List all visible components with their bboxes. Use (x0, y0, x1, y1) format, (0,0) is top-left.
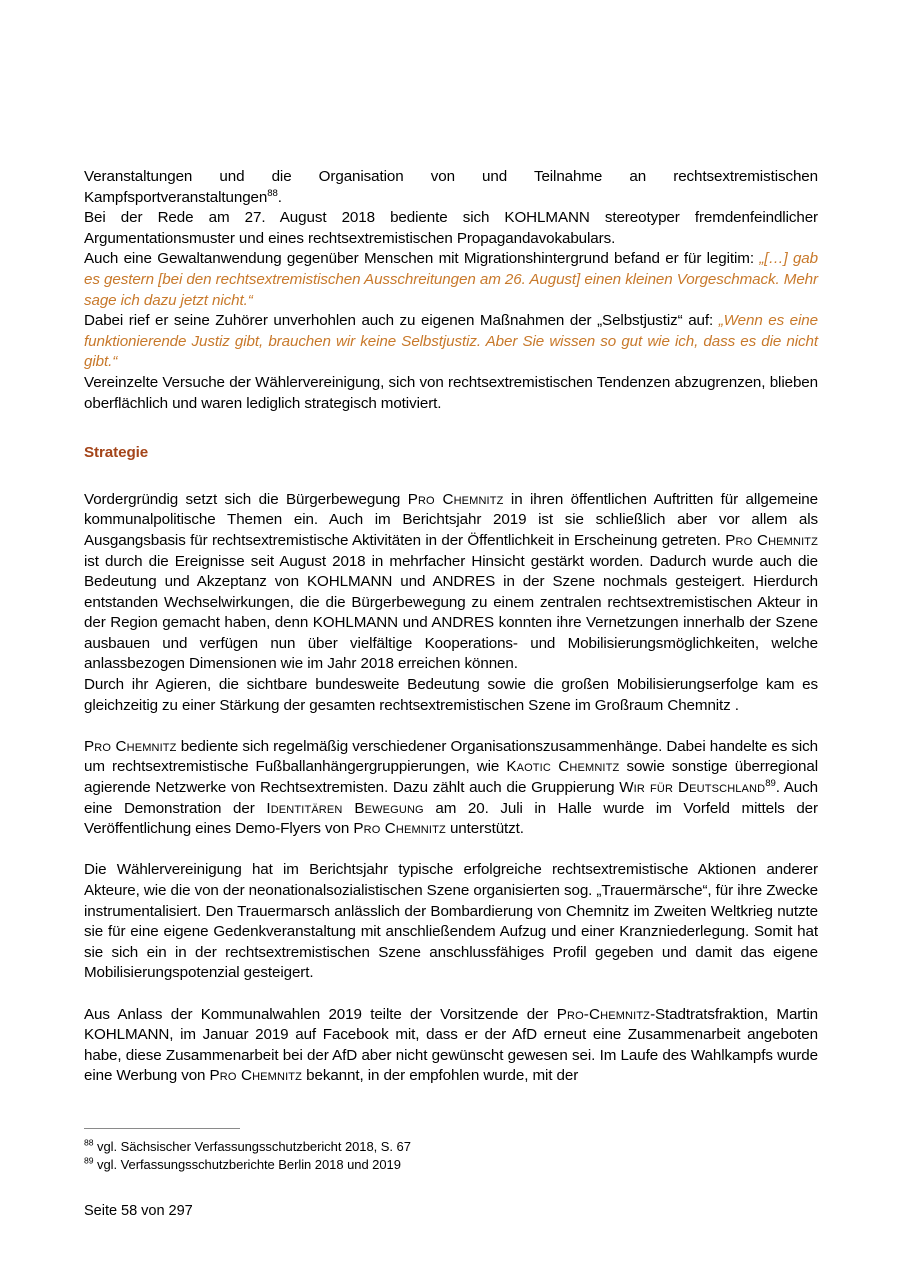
page-content (84, 167, 818, 1087)
organization-pro-chemnitz: Pro Chemnitz (353, 820, 446, 838)
paragraph-text: Aus Anlass der Kommunalwahlen 2019 teilte der Vorsitzende der (84, 1005, 557, 1023)
organization-kaotic-chemnitz: Kaotic Chemnitz (506, 758, 620, 776)
organization-pro-chemnitz: Pro-Chemnitz (556, 1005, 651, 1023)
paragraph-rede-august: Bei der Rede am 27. August 2018 bediente sich KOHLMANN stereotyper fremdenfeindlicher Argumentationsmuster und eines rechtsextremistischen Propagandavokabulars. (84, 209, 818, 247)
organization-pro-chemnitz: Pro Chemnitz (407, 490, 504, 508)
footnote-ref-89[interactable]: 89 (765, 777, 776, 789)
paragraph-organisationszusammenhaenge (84, 737, 818, 840)
paragraph-text: Veranstaltungen und die Organisation von und Teilnahme an rechtsextremistischen Kampfsportveranstaltungen (84, 168, 818, 206)
paragraph-kampfsportveranstaltungen (84, 167, 818, 208)
paragraph-text: bediente sich regelmäßig verschiedener Organisationszusammenhänge. Dabei handelte es sich um rechtsextremistische Fußballanhängergruppierungen, wie (84, 737, 819, 776)
footnote-89 (84, 1156, 818, 1174)
paragraph-text: ist durch die Ereignisse seit August 2018 in mehrfacher Hinsicht gestärkt worden. Dadurch wurde auch die Bedeutung und Akzeptanz von KOHLMANN und ANDRES in der Szene nochmals gesteigert. Hierdurch entstanden Wechselwirkungen, die die Bürgerbewegung zu einem zentralen rechtsextremistischen Akteur in der Region gemacht haben, denn KOHLMANN und ANDRES konnten ihre Vernetzungen innerhalb der Szene ausbauen und verfügen nun über vielfältige Kooperations- und Mobilisierungsmöglichkeiten, welche anlassbezogen Dimensionen wie im Jahr 2018 erreichen können. (84, 552, 818, 673)
paragraph-kommunalwahlen (84, 1005, 818, 1087)
paragraph-text: Vordergründig setzt sich die Bürgerbewegung (84, 490, 408, 508)
organization-pro-chemnitz: Pro Chemnitz (725, 531, 819, 549)
paragraph-text: -Stadtratsfraktion, Martin KOHLMANN, im Januar 2019 auf Facebook mit, dass er der AfD erneut eine Zusammenarbeit angeboten habe, diese Zusammenarbeit bei der AfD aber nicht gewünscht gewesen sei. Im Laufe des Wahlkampfs wurde eine Werbung von (84, 1005, 818, 1085)
paragraph-text: . Auch eine Demonstration der (84, 779, 818, 817)
paragraph-text-tail: . (277, 188, 282, 206)
footnote-marker-89: 89 (84, 1155, 94, 1166)
spacer (84, 716, 818, 737)
paragraph-lead-text: Auch eine Gewaltanwendung gegenüber Menschen mit Migrationshintergrund befand er für legitim: (84, 250, 754, 268)
footnote-ref-88[interactable]: 88 (267, 187, 278, 199)
spacer (84, 840, 818, 861)
paragraph-trauermaersche: Die Wählervereinigung hat im Berichtsjahr typische erfolgreiche rechtsextremistische Aktionen anderer Akteure, wie die von der neonationalsozialistischen Szene organisierten sog. „Trauermärsche“, für ihre Zwecke instrumentalisiert. Den Trauermarsch anlässlich der Bombardierung von Chemnitz im Zweiten Weltkrieg nutzte sie für eine eigene Gedenkveranstaltung mit anschließendem Aufzug und einer Kranzniederlegung. Somit hat sie sich ein in der rechtsextremistischen Szene anschlussfähiges Profil gegeben und damit das eigene Mobilisierungspotenzial gesteigert. (84, 861, 818, 982)
page-footer-label: Seite 58 von 297 (84, 1203, 193, 1219)
organization-pro-chemnitz: Pro Chemnitz (84, 737, 177, 755)
spacer (84, 414, 818, 443)
paragraph-selbstjustiz (84, 311, 818, 373)
footnote-section (84, 1128, 818, 1173)
spacer (84, 984, 818, 1005)
paragraph-agieren: Durch ihr Agieren, die sichtbare bundesweite Bedeutung sowie die großen Mobilisierungserfolge kam es gleichzeitig zu einer Stärkung der gesamten rechtsextremistischen Szene im Großraum Chemnitz . (84, 676, 818, 714)
paragraph-text: in ihren öffentlichen Auftritten für allgemeine kommunalpolitische Themen ein. Auch im Berichtsjahr 2019 ist sie schließlich aber vor allem als Ausgangsbasis für rechtsextremistische Aktivitäten in der Öffentlichkeit in Erscheinung getreten. (84, 490, 818, 549)
quote-selbstjustiz: „Wenn es eine funktionierende Justiz gibt, brauchen wir keine Selbstjustiz. Aber Sie wissen so gut wie ich, dass es die nicht gibt.“ (84, 312, 818, 371)
spacer (84, 464, 818, 490)
organization-pro-chemnitz: Pro Chemnitz (209, 1067, 303, 1085)
paragraph-text: sowie sonstige überregional agierende Netzwerke von Rechtsextremisten. Dazu zählt auch die Gruppierung (84, 758, 818, 797)
footnote-separator-rule (84, 1128, 240, 1129)
paragraph-text: bekannt, in der empfohlen wurde, mit der (302, 1067, 579, 1085)
paragraph-gewaltanwendung (84, 249, 818, 311)
footnote-marker-88: 88 (84, 1137, 94, 1148)
paragraph-lead-text: Dabei rief er seine Zuhörer unverhohlen auch zu eigenen Maßnahmen der „Selbstjustiz“ auf: (84, 312, 719, 330)
paragraph-abgrenzen: Vereinzelte Versuche der Wählervereinigung, sich von rechtsextremistischen Tendenzen abzugrenzen, blieben oberflächlich und waren lediglich strategisch motiviert. (84, 373, 818, 412)
quote-vorgeschmack: „[…] gab es gestern [bei den rechtsextremistischen Ausschreitungen am 26. August] einen kleinen Vorgeschmack. Mehr sage ich dazu jetzt nicht.“ (84, 250, 818, 309)
paragraph-vordergruendig (84, 490, 818, 675)
section-heading-strategie: Strategie (84, 444, 149, 462)
footnote-text: vgl. Sächsischer Verfassungsschutzbericht 2018, S. 67 (93, 1139, 411, 1154)
footnote-88 (84, 1138, 818, 1156)
footnote-text: vgl. Verfassungsschutzberichte Berlin 2018 und 2019 (93, 1156, 401, 1172)
organization-identitaere-bewegung: Identitären Bewegung (266, 799, 424, 817)
paragraph-text: unterstützt. (445, 820, 524, 838)
organization-wir-fuer-deutschland: Wir für Deutschland (619, 779, 766, 797)
paragraph-text: am 20. Juli in Halle wurde im Vorfeld mittels der Veröffentlichung eines Demo-Flyers von (84, 799, 818, 838)
